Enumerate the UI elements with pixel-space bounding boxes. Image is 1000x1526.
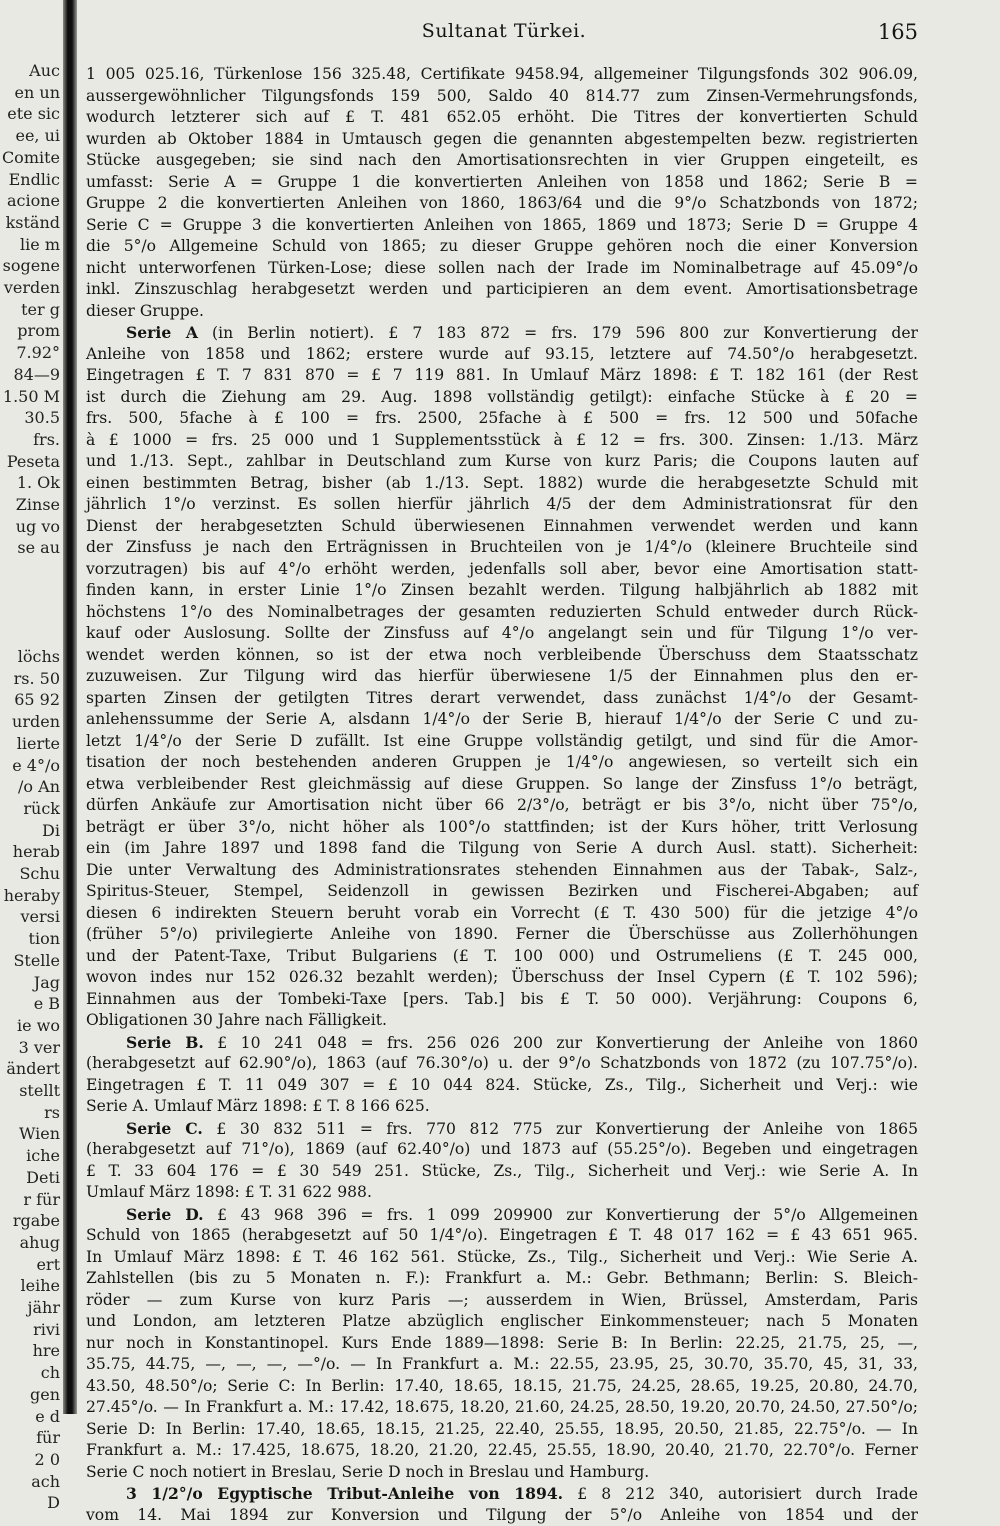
line-text: dürfen Ankäufe zur Amortisation nicht über 66 2/3°/o, beträgt er bis 3°/o, nicht über 75°/o,: [86, 796, 918, 814]
margin-fragment: kständ: [0, 212, 62, 234]
line-text: nicht unterworfenen Türken-Lose; diese sollen nach der Irade im Nominalbetrage auf 45.09°/o: [86, 259, 918, 277]
margin-fragment: Endlic: [0, 169, 62, 191]
text-line: [86, 817, 918, 839]
margin-fragment: Schu: [0, 863, 62, 885]
line-text: 43.50, 48.50°/o; Serie C: In Berlin: 17.40, 18.65, 18.15, 21.75, 24.25, 28.65, 19.25, 20.80, 24.70,: [86, 1377, 918, 1395]
line-text: nur noch in Konstantinopel. Kurs Ende 1889—1898: Serie B: In Berlin: 22.25, 21.75, 25, —,: [86, 1334, 918, 1352]
line-text: 35.75, 44.75, —, —, —, —°/o. — In Frankfurt a. M.: 22.55, 23.95, 25, 30.70, 35.70, 45, 31, 33,: [86, 1355, 918, 1373]
text-line: [86, 731, 918, 753]
margin-fragment: Stelle: [0, 950, 62, 972]
margin-fragment: ug vo: [0, 516, 62, 538]
text-line: [86, 795, 918, 817]
line-text: £ 8 212 340, autorisiert durch Irade: [563, 1485, 918, 1503]
margin-fragment: [0, 603, 62, 625]
margin-fragment: 30.5: [0, 407, 62, 429]
margin-fragment: rs. 50: [0, 668, 62, 690]
text-line: [86, 107, 918, 129]
text-line: [86, 408, 918, 430]
line-text: höchstens 1°/o des Nominalbetrages der gesamten reduzierten Schuld entweder durch Rück-: [86, 603, 918, 621]
margin-fragment: gen: [0, 1384, 62, 1406]
line-text: Serie C = Gruppe 3 die konvertierten Anleihen von 1865, 1869 und 1873; Serie D = Gruppe 4: [86, 216, 918, 234]
line-text: £ 43 968 396 = frs. 1 099 209900 zur Konvertierung der 5°/o Allgemeinen: [204, 1206, 918, 1224]
text-line: [86, 688, 918, 710]
line-text: umfasst: Serie A = Gruppe 1 die konvertierten Anleihen von 1858 und 1862; Serie B =: [86, 173, 918, 191]
margin-fragment: D: [0, 1492, 62, 1514]
text-line: [86, 1397, 918, 1419]
margin-fragment: /o An: [0, 776, 62, 798]
margin-fragment: Zinse: [0, 494, 62, 516]
text-line: [86, 1440, 918, 1462]
margin-fragment: herab: [0, 841, 62, 863]
text-line: [86, 946, 918, 968]
margin-fragment: iche: [0, 1145, 62, 1167]
line-text: etwa verbleibender Rest gleichmässig auf diese Gruppen. So lange der Zinsfuss 1°/o beträgt,: [86, 775, 918, 793]
binding-gutter: [63, 0, 77, 1414]
margin-fragment: 84—9: [0, 364, 62, 386]
text-line: [86, 1290, 918, 1312]
margin-fragment: löchs: [0, 646, 62, 668]
text-line: [86, 1204, 918, 1226]
text-line: [86, 258, 918, 280]
line-text: sparten Zinsen der getilgten Titres derart verwendet, dass zunächst 1/4°/o der Gesamt-: [86, 689, 918, 707]
text-line: [86, 1139, 918, 1161]
text-line: [86, 215, 918, 237]
text-line: [86, 344, 918, 366]
text-line: [86, 1247, 918, 1269]
line-text: der Zinsfuss je nach den Erträgnissen in Bruchteilen von je 1/4°/o (kleinere Bruchteile sind: [86, 538, 918, 556]
text-line: [86, 86, 918, 108]
text-line: [86, 1268, 918, 1290]
line-text: wovon indes nur 152 026.32 bezahlt werden); Überschuss der Insel Cypern (£ T. 102 596);: [86, 968, 918, 986]
text-line: [86, 473, 918, 495]
line-text: beträgt er über 3°/o, nicht höher als 100°/o stattfinden; ist der Kurs höher, tritt Verlosung: [86, 818, 918, 836]
margin-fragment: [0, 624, 62, 646]
text-line: [86, 1333, 918, 1355]
line-text: Serie C noch notiert in Breslau, Serie D noch in Breslau und Hamburg.: [86, 1463, 649, 1481]
line-text: 1 005 025.16, Türkenlose 156 325.48, Certifikate 9458.94, allgemeiner Tilgungsfonds 302 906.09,: [86, 65, 918, 83]
text-line: [86, 64, 918, 86]
text-line: [86, 1118, 918, 1140]
line-text: inkl. Zinszuschlag herabgesetzt werden und participieren an dem event. Amortisationsbetrage: [86, 280, 918, 298]
line-text: £ T. 33 604 176 = £ 30 549 251. Stücke, Zs., Tilg., Sicherheit und Verj.: wie Serie A. In: [86, 1162, 918, 1180]
margin-fragment: Di: [0, 820, 62, 842]
margin-fragment: versi: [0, 906, 62, 928]
margin-fragment: Peseta: [0, 451, 62, 473]
line-text: (früher 5°/o) privilegierte Anleihe von 1890. Ferner die Überschüsse aus Zollerhöhungen: [86, 925, 918, 943]
margin-fragment: Jag: [0, 972, 62, 994]
margin-fragment: stellt: [0, 1080, 62, 1102]
line-text: ein (im Jahre 1897 und 1898 fand die Tilgung von Serie A durch Ausl. statt). Sicherheit:: [86, 839, 918, 857]
text-line: [86, 752, 918, 774]
line-text: zuzuweisen. Zur Tilgung wird das hierfür überwiesene 1/5 der Einnahmen plus den er-: [86, 667, 918, 685]
line-text: In Umlauf März 1898: £ T. 46 162 561. Stücke, Zs., Tilg., Sicherheit und Verj.: Wie Serie A.: [86, 1248, 918, 1266]
line-text: Gruppe 2 die konvertierten Anleihen von 1860, 1863/64 und die 9°/o Schatzbonds von 1872;: [86, 194, 918, 212]
margin-fragment: verden: [0, 277, 62, 299]
margin-fragment: e 4°/o: [0, 755, 62, 777]
margin-fragment: en un: [0, 82, 62, 104]
line-text: Frankfurt a. M.: 17.425, 18.675, 18.20, 21.20, 22.45, 25.55, 18.90, 20.40, 21.70, 22.70°/o. Ferner: [86, 1441, 918, 1459]
margin-fragment: [0, 559, 62, 581]
line-text: Zahlstellen (bis zu 5 Monaten n. F.): Frankfurt a. M.: Gebr. Bethmann; Berlin: S. Bleich-: [86, 1269, 918, 1287]
text-line: [86, 1311, 918, 1333]
margin-fragment: e B: [0, 993, 62, 1015]
line-text: Schuld von 1865 (herabgesetzt auf 50 1/4°/o). Eingetragen £ T. 48 017 162 = £ 43 651 965.: [86, 1226, 918, 1244]
line-text: die 5°/o Allgemeine Schuld von 1865; zu dieser Gruppe gehören noch die einer Konversion: [86, 237, 918, 255]
text-line: [86, 774, 918, 796]
margin-fragment: r für: [0, 1189, 62, 1211]
margin-fragment: ie wo: [0, 1015, 62, 1037]
margin-fragment: ch: [0, 1362, 62, 1384]
line-text: 27.45°/o. — In Frankfurt a. M.: 17.42, 18.675, 18.20, 21.60, 24.25, 28.50, 19.20, 20.70, 24.50, 27.50°/o;: [86, 1398, 918, 1416]
text-line: [86, 881, 918, 903]
margin-fragment: ee, ui: [0, 125, 62, 147]
margin-fragment: für: [0, 1427, 62, 1449]
running-head: Sultanat Türkei.: [90, 20, 918, 42]
line-text: und London, am letzteren Platze abzüglich englischer Einkommensteuer; nach 5 Monaten: [86, 1312, 918, 1330]
text-line: [86, 279, 918, 301]
margin-fragment: heraby: [0, 885, 62, 907]
margin-fragment: e d: [0, 1406, 62, 1428]
line-text: Die unter Verwaltung des Administrationsrates stehenden Einnahmen aus der Tabak-, Salz-,: [86, 861, 918, 879]
margin-fragment: urden: [0, 711, 62, 733]
line-text: (in Berlin notiert). £ 7 183 872 = frs. 179 596 800 zur Konvertierung der: [198, 324, 918, 342]
text-line: [86, 1075, 918, 1097]
line-text: und 1./13. Sept., zahlbar in Deutschland zum Kurse von kurz Paris; die Coupons lauten auf: [86, 452, 918, 470]
text-line: [86, 494, 918, 516]
text-line: [86, 580, 918, 602]
text-line: [86, 924, 918, 946]
margin-fragment: rück: [0, 798, 62, 820]
text-line: [86, 838, 918, 860]
text-line: [86, 1462, 918, 1484]
text-line: [86, 1419, 918, 1441]
section-heading: 3 1/2°/o Egyptische Tribut-Anleihe von 1894.: [126, 1484, 563, 1503]
line-text: Anleihe von 1858 und 1862; erstere wurde auf 93.15, letztere auf 74.50°/o herabgesetzt.: [86, 345, 918, 363]
margin-fragment: prom: [0, 320, 62, 342]
line-text: letzt 1/4°/o der Serie D zufällt. Ist eine Gruppe vollständig getilgt, und sind für die Amor-: [86, 732, 918, 750]
margin-fragment: 3 ver: [0, 1037, 62, 1059]
margin-fragment: ahug: [0, 1232, 62, 1254]
section-heading: Serie D.: [126, 1205, 204, 1224]
line-text: Eingetragen £ T. 11 049 307 = £ 10 044 824. Stücke, Zs., Tilg., Sicherheit und Verj.: wie: [86, 1076, 918, 1094]
line-text: kauf oder Auslosung. Sollte der Zinsfuss auf 4°/o angelangt sein und für Tilgung 1°/o ver-: [86, 624, 918, 642]
text-line: [86, 516, 918, 538]
margin-fragment: jähr: [0, 1297, 62, 1319]
margin-fragment: 2 0: [0, 1449, 62, 1471]
margin-fragment: 1.50 M: [0, 386, 62, 408]
text-line: [86, 860, 918, 882]
text-line: [86, 1053, 918, 1075]
section-heading: Serie B.: [126, 1033, 204, 1052]
line-text: dieser Gruppe.: [86, 302, 204, 320]
line-text: röder — zum Kurse von kurz Paris —; ausserdem in Wien, Brüssel, Amsterdam, Paris: [86, 1291, 918, 1309]
margin-fragment: acione: [0, 190, 62, 212]
text-line: [86, 1376, 918, 1398]
text-line: [86, 1182, 918, 1204]
text-line: [86, 903, 918, 925]
line-text: Eingetragen £ T. 7 831 870 = £ 7 119 881. In Umlauf März 1898: £ T. 182 161 (der Rest: [86, 366, 918, 384]
line-text: vorzutragen) bis auf 4°/o erhöht werden, jedenfalls soll aber, bevor eine Amortisation statt-: [86, 560, 918, 578]
margin-fragment: Auc: [0, 60, 62, 82]
margin-fragment: frs.: [0, 429, 62, 451]
text-line: [86, 1032, 918, 1054]
margin-fragment: rgabe: [0, 1210, 62, 1232]
text-line: [86, 967, 918, 989]
line-text: (herabgesetzt auf 62.90°/o), 1863 (auf 76.30°/o) u. der 9°/o Schatzbonds von 1872 (zu 107.75°/o).: [86, 1054, 918, 1072]
margin-fragment: lie m: [0, 234, 62, 256]
line-text: wurden ab Oktober 1884 in Umtausch gegen die genannten abgestempelten bezw. registrierten: [86, 130, 918, 148]
text-line: [86, 451, 918, 473]
margin-fragment: tion: [0, 928, 62, 950]
line-text: vom 14. Mai 1894 zur Konversion und Tilgung der 5°/o Anleihe von 1854 und der: [86, 1506, 918, 1524]
text-line: [86, 1096, 918, 1118]
line-text: £ 30 832 511 = frs. 770 812 775 zur Konvertierung der Anleihe von 1865: [203, 1120, 918, 1138]
line-text: Serie A. Umlauf März 1898: £ T. 8 166 625.: [86, 1097, 430, 1115]
line-text: Serie D: In Berlin: 17.40, 18.65, 18.15, 21.25, 22.40, 25.55, 18.95, 20.50, 21.85, 22.75°/o. — In: [86, 1420, 918, 1438]
text-line: [86, 989, 918, 1011]
line-text: Spiritus-Steuer, Stempel, Seidenzoll in gewissen Bezirken und Fischerei-Abgaben; auf: [86, 882, 918, 900]
margin-fragment: 65 92: [0, 689, 62, 711]
text-line: [86, 645, 918, 667]
line-text: finden kann, in erster Linie 1°/o Zinsen bezahlt werden. Tilgung halbjährlich ab 1882 mit: [86, 581, 918, 599]
text-line: [86, 1010, 918, 1032]
margin-fragment: ert: [0, 1254, 62, 1276]
margin-fragment: se au: [0, 537, 62, 559]
line-text: und der Patent-Taxe, Tribut Bulgariens (£ T. 100 000) und Ostrumeliens (£ T. 245 000,: [86, 947, 918, 965]
text-line: [86, 1505, 918, 1526]
margin-fragment: Comite: [0, 147, 62, 169]
margin-fragment: 7.92°: [0, 342, 62, 364]
margin-fragment: hre: [0, 1340, 62, 1362]
line-text: einen bestimmten Betrag, bisher (ab 1./13. Sept. 1882) wurde die herabgesetzte Schuld mit: [86, 474, 918, 492]
line-text: (herabgesetzt auf 71°/o), 1869 (auf 62.40°/o) und 1873 auf (55.25°/o). Begeben und eingetragen: [86, 1140, 918, 1158]
text-line: [86, 322, 918, 344]
margin-fragment: leihe: [0, 1275, 62, 1297]
text-line: [86, 193, 918, 215]
margin-fragment: 1. Ok: [0, 472, 62, 494]
page-number: 165: [878, 20, 918, 44]
text-line: [86, 537, 918, 559]
line-text: Einnahmen aus der Tombeki-Taxe [pers. Tab.] bis £ T. 50 000). Verjährung: Coupons 6,: [86, 990, 918, 1008]
margin-fragment: rivi: [0, 1319, 62, 1341]
text-line: [86, 301, 918, 323]
margin-fragment: Deti: [0, 1167, 62, 1189]
margin-fragment: ach: [0, 1471, 62, 1493]
margin-fragment: lierte: [0, 733, 62, 755]
line-text: £ 10 241 048 = frs. 256 026 200 zur Konvertierung der Anleihe von 1860: [204, 1034, 918, 1052]
margin-fragment: Wien: [0, 1123, 62, 1145]
section-heading: Serie C.: [126, 1119, 203, 1138]
margin-fragment: ete sic: [0, 103, 62, 125]
text-line: [86, 172, 918, 194]
line-text: Dienst der herabgesetzten Schuld überwiesenen Einnahmen verwendet werden und kann: [86, 517, 918, 535]
text-line: [86, 709, 918, 731]
text-line: [86, 365, 918, 387]
line-text: aussergewöhnlicher Tilgungsfonds 159 500, Saldo 40 814.77 zum Zinsen-Vermehrungsfonds,: [86, 87, 918, 105]
text-line: [86, 1483, 918, 1505]
margin-fragment: rs: [0, 1102, 62, 1124]
text-line: [86, 430, 918, 452]
line-text: tisation der noch bestehenden anderen Gruppen je 1/4°/o angewiesen, so verteilt sich ein: [86, 753, 918, 771]
line-text: jährlich 1°/o verzinst. Es sollen hierfür jährlich 4/5 der dem Administrationsrat für den: [86, 495, 918, 513]
body-text: [86, 64, 918, 1364]
line-text: à £ 1000 = frs. 25 000 und 1 Supplementsstück à £ 12 = frs. 300. Zinsen: 1./13. März: [86, 431, 918, 449]
text-line: [86, 559, 918, 581]
text-line: [86, 623, 918, 645]
text-line: [86, 387, 918, 409]
text-line: [86, 150, 918, 172]
line-text: Umlauf März 1898: £ T. 31 622 988.: [86, 1183, 372, 1201]
line-text: Stücke ausgegeben; sie sind nach den Amortisationsrechten in vier Gruppen eingeteilt, es: [86, 151, 918, 169]
line-text: wendet werden können, so ist der etwa noch verbleibende Überschuss dem Staatsschatz: [86, 646, 918, 664]
text-line: [86, 666, 918, 688]
text-line: [86, 1161, 918, 1183]
section-heading: Serie A: [126, 323, 198, 342]
margin-fragment: ändert: [0, 1058, 62, 1080]
margin-fragment: ter g: [0, 299, 62, 321]
margin-fragment: [0, 581, 62, 603]
line-text: frs. 500, 5fache à £ 100 = frs. 2500, 25fache à £ 500 = frs. 12 500 und 50fache: [86, 409, 918, 427]
line-text: Obligationen 30 Jahre nach Fälligkeit.: [86, 1011, 387, 1029]
line-text: ist durch die Ziehung am 29. Aug. 1898 vollständig getilgt): einfache Stücke à £ 20 =: [86, 388, 918, 406]
adjacent-page-margin: [0, 60, 62, 1400]
margin-fragment: sogene: [0, 255, 62, 277]
line-text: wodurch letzterer sich auf £ T. 481 652.05 erhöht. Die Titres der konvertierten Schuld: [86, 108, 918, 126]
text-line: [86, 1354, 918, 1376]
text-line: [86, 129, 918, 151]
page-header: [90, 20, 918, 50]
line-text: diesen 6 indirekten Steuern beruht vorab ein Vorrecht (£ T. 430 500) für die jetzige 4°/o: [86, 904, 918, 922]
text-line: [86, 1225, 918, 1247]
text-line: [86, 602, 918, 624]
text-line: [86, 236, 918, 258]
line-text: anlehenssumme der Serie A, alsdann 1/4°/o der Serie B, hierauf 1/4°/o der Serie C und zu-: [86, 710, 918, 728]
